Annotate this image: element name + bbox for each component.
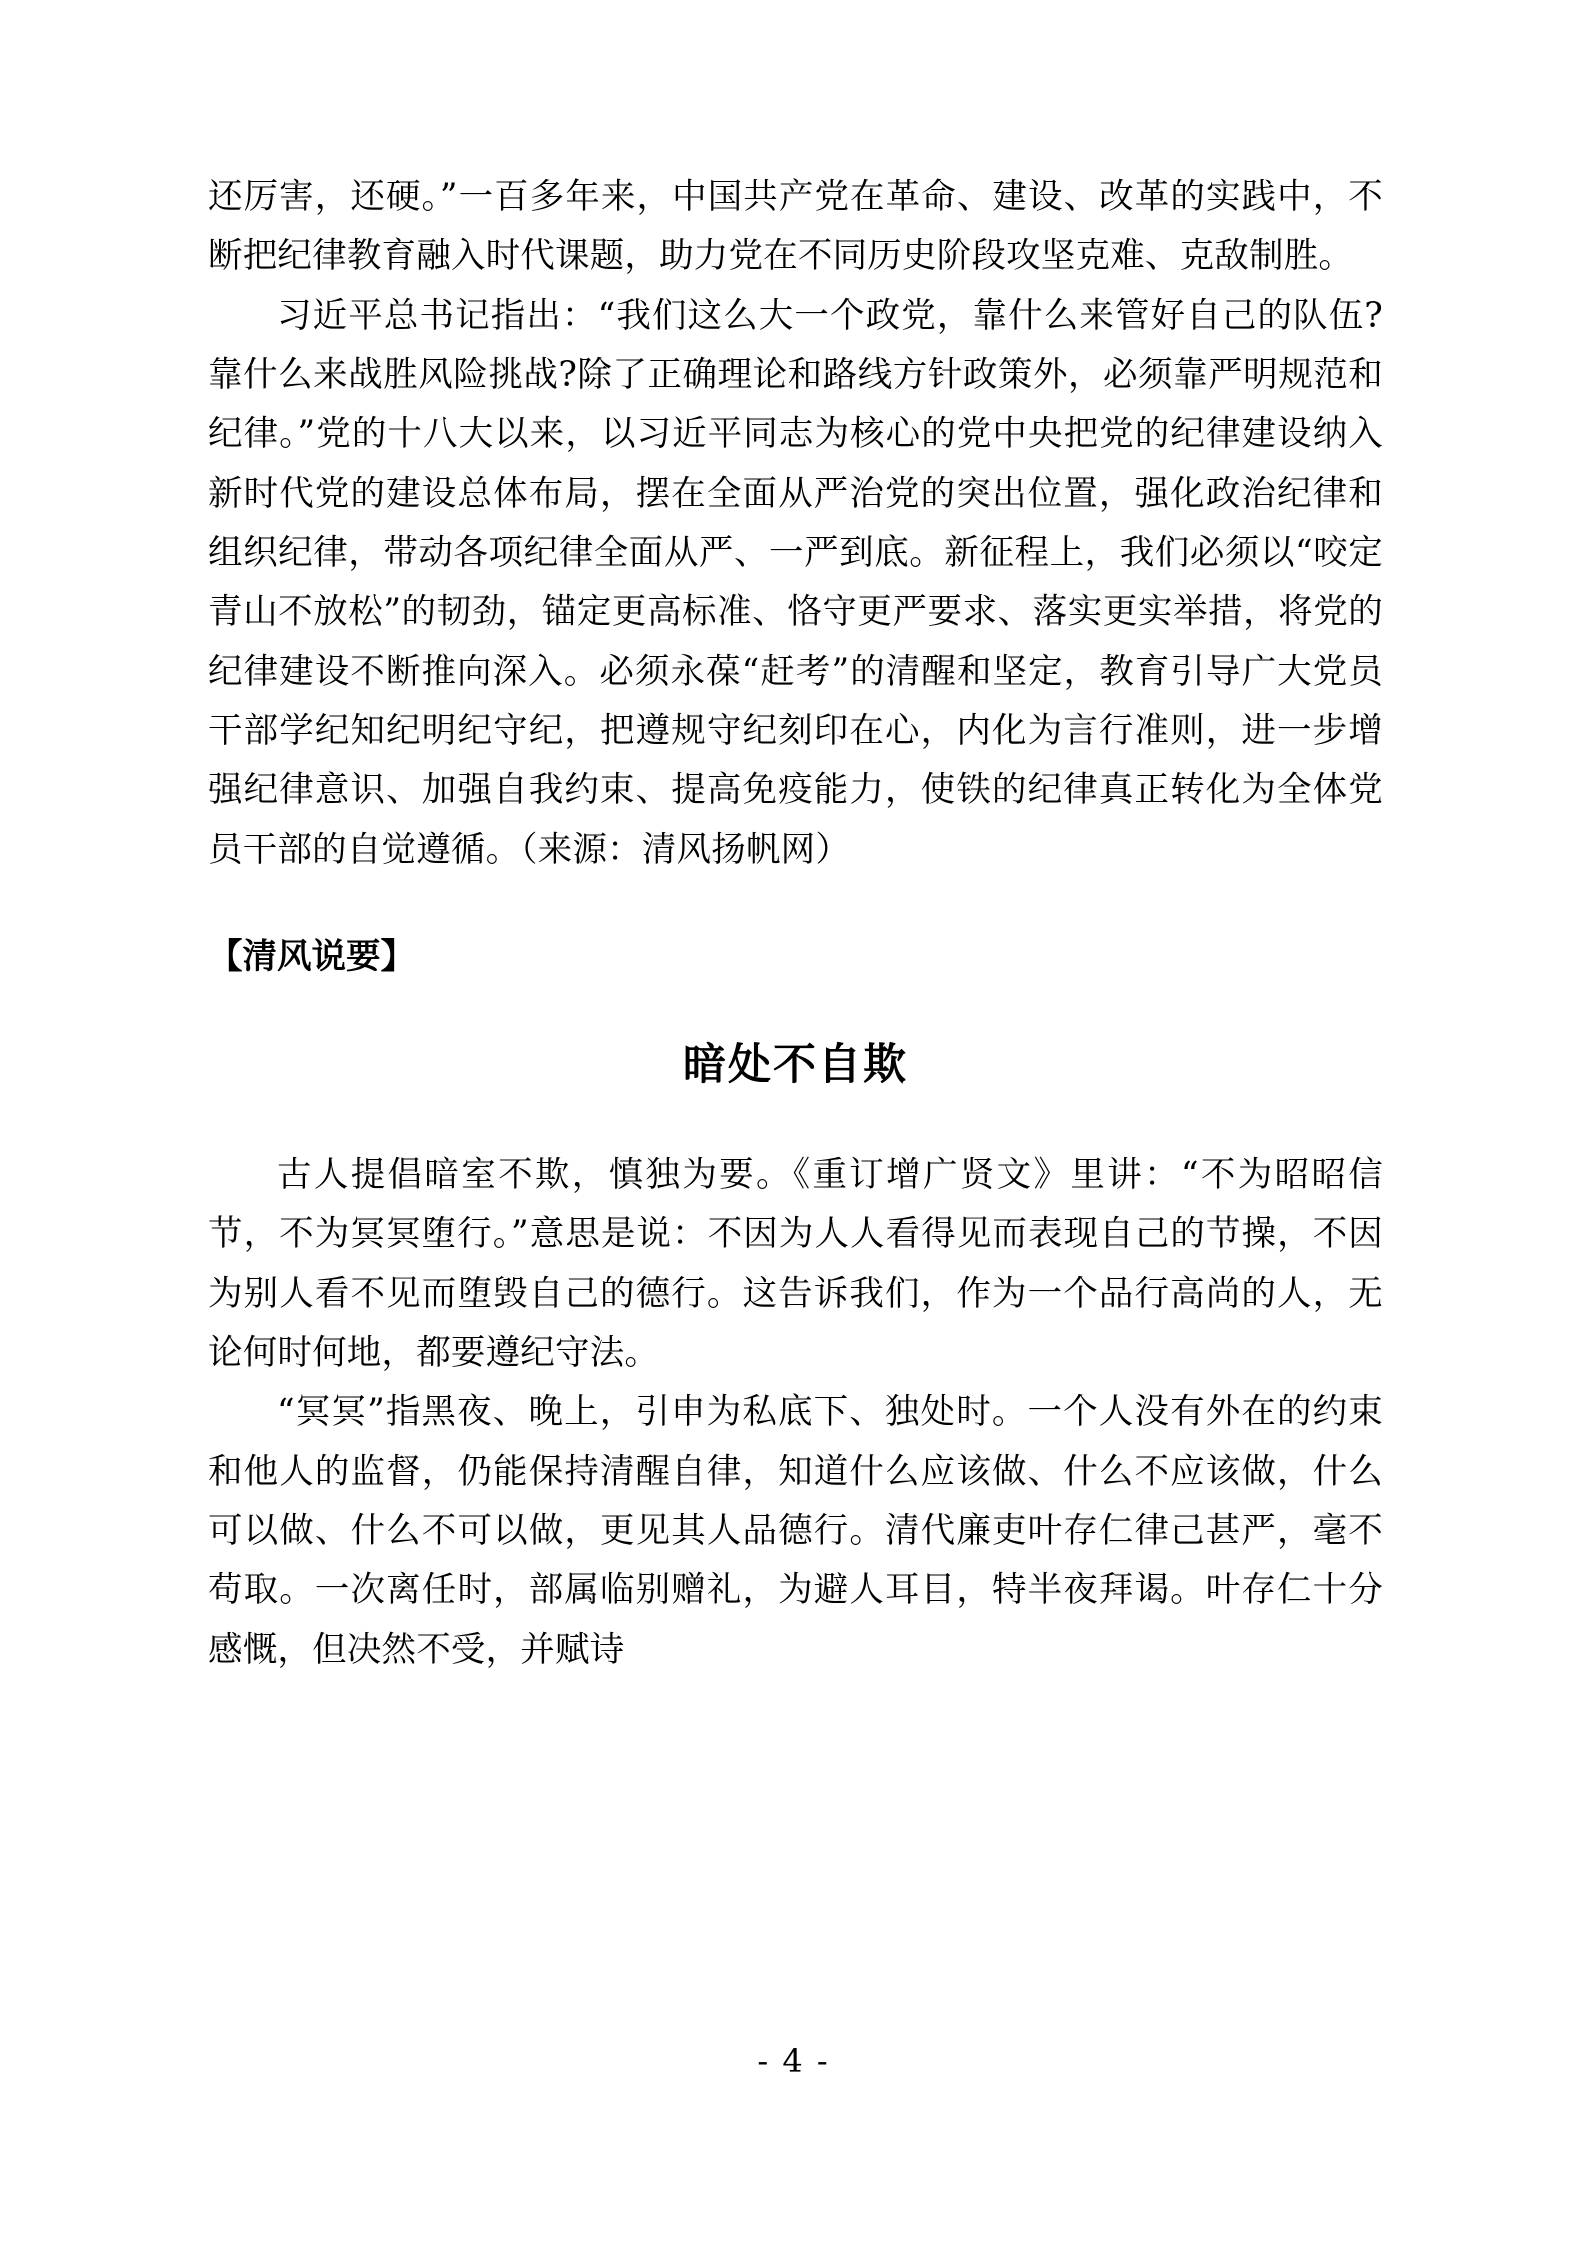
article-title: 暗处不自欺 [683, 1040, 908, 1091]
paragraph-article-1: 古人提倡暗室不欺，慎独为要。《重订增广贤文》里讲：“不为昭昭信节，不为冥冥堕行。”意思是说：不因为人人看得见而表现自己的节操，不因为别人看不见而堕毁自己的德行。这告诉我们，作为一个品行高尚的人，无论何时何地，都要遵纪守法。 [208, 1155, 1383, 1374]
page-content [208, 168, 1383, 1680]
paragraph-xi-quote: 习近平总书记指出：“我们这么大一个政党，靠什么来管好自己的队伍?靠什么来战胜风险挑战?除了正确理论和路线方针政策外，必须靠严明规范和纪律。”党的十八大以来，以习近平同志为核心的党中央把党的纪律建设纳入新时代党的建设总体布局，摆在全面从严治党的突出位置，强化政治纪律和组织纪律，带动各项纪律全面从严、一严到底。新征程上，我们必须以“咬定青山不放松”的韧劲，锚定更高标准、恪守更严要求、落实更实举措，将党的纪律建设不断推向深入。必须永葆“赶考”的清醒和坚定，教育引导广大党员干部学纪知纪明纪守纪，把遵规守纪刻印在心，内化为言行准则，进一步增强纪律意识、加强自我约束、提高免疫能力，使铁的纪律真正转化为全体党员干部的自觉遵循。（来源：清风扬帆网） [208, 295, 1383, 870]
paragraph-continued-top: 还厉害，还硬。”一百多年来，中国共产党在革命、建设、改革的实践中，不断把纪律教育融入时代课题，助力党在不同历史阶段攻坚克难、克敌制胜。 [208, 177, 1383, 277]
section-heading-tag: 【清风说要】 [208, 936, 415, 977]
page-number: - 4 - [757, 2042, 830, 2080]
paragraph-article-2: “冥冥”指黑夜、晚上，引申为私底下、独处时。一个人没有外在的约束和他人的监督，仍能保持清醒自律，知道什么应该做、什么不应该做，什么可以做、什么不可以做，更见其人品德行。清代廉吏叶存仁律己甚严，毫不苟取。一次离任时，部属临别赠礼，为避人耳目，特半夜拜谒。叶存仁十分感慨，但决然不受，并赋诗 [208, 1392, 1383, 1670]
